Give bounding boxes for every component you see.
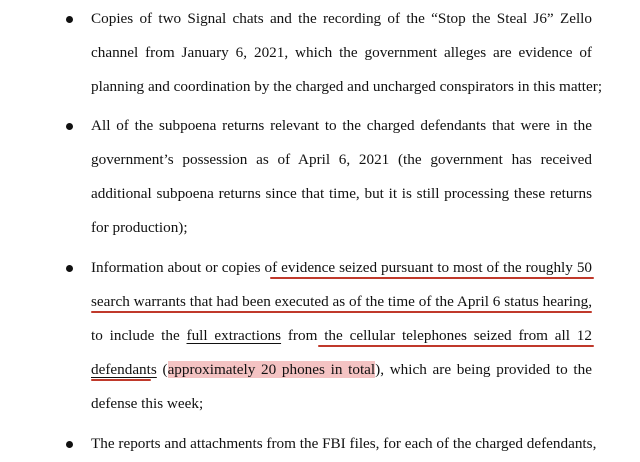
red-underline bbox=[91, 379, 151, 381]
highlighted-phone-count: approximately 20 phones in total bbox=[167, 361, 376, 378]
bullet-3-line-5: defense this week; bbox=[91, 395, 204, 412]
bullet-2-line-2: government’s possession as of April 6, 2021 (the government has received bbox=[91, 151, 592, 168]
underlined-evidence-segment: f evidence seized pursuant to most of the roughly 50 bbox=[272, 259, 593, 276]
bullet-marker bbox=[66, 265, 73, 272]
text-segment: ( bbox=[156, 361, 168, 378]
bullet-2-line-4: for production); bbox=[91, 219, 188, 236]
underlined-full-extractions: full extractions bbox=[186, 327, 282, 344]
bullet-2-line-1: All of the subpoena returns relevant to the charged defendants that were in the bbox=[91, 117, 592, 134]
bullet-1-line-3: planning and coordination by the charged and uncharged conspirators in this matter; bbox=[91, 78, 603, 95]
underlined-cellular-telephones: cellular telephones seized from all 12 bbox=[349, 327, 592, 344]
bullet-3-line-4 bbox=[91, 359, 592, 381]
bullet-1-line-1: Copies of two Signal chats and the recording of the “Stop the Steal J6” Zello bbox=[91, 10, 592, 27]
bullet-3-line-1 bbox=[91, 257, 592, 279]
bullet-marker bbox=[66, 441, 73, 448]
bullet-marker bbox=[66, 16, 73, 23]
underlined-defendants: defendants bbox=[91, 361, 157, 378]
text-segment: to include the bbox=[91, 327, 187, 344]
bullet-4-line-1: The reports and attachments from the FBI files, for each of the charged defendants, bbox=[91, 435, 597, 452]
bullet-3-line-3 bbox=[91, 325, 592, 347]
bullet-1-line-2: channel from January 6, 2021, which the government alleges are evidence of bbox=[91, 44, 592, 61]
bullet-marker bbox=[66, 123, 73, 130]
text-segment: ), which are being provided to the bbox=[375, 361, 592, 378]
text-segment: Information about or copies o bbox=[91, 259, 273, 276]
underlined-warrants-segment: search warrants that had been executed as of the time of the April 6 status hearing, bbox=[91, 293, 592, 310]
bullet-2-line-3: additional subpoena returns since that time, but it is still processing these returns bbox=[91, 185, 592, 202]
red-underline bbox=[270, 277, 594, 279]
bullet-3-line-2 bbox=[91, 291, 592, 313]
red-underline bbox=[91, 311, 592, 313]
red-underline bbox=[318, 345, 594, 347]
text-segment: from the bbox=[281, 327, 350, 344]
